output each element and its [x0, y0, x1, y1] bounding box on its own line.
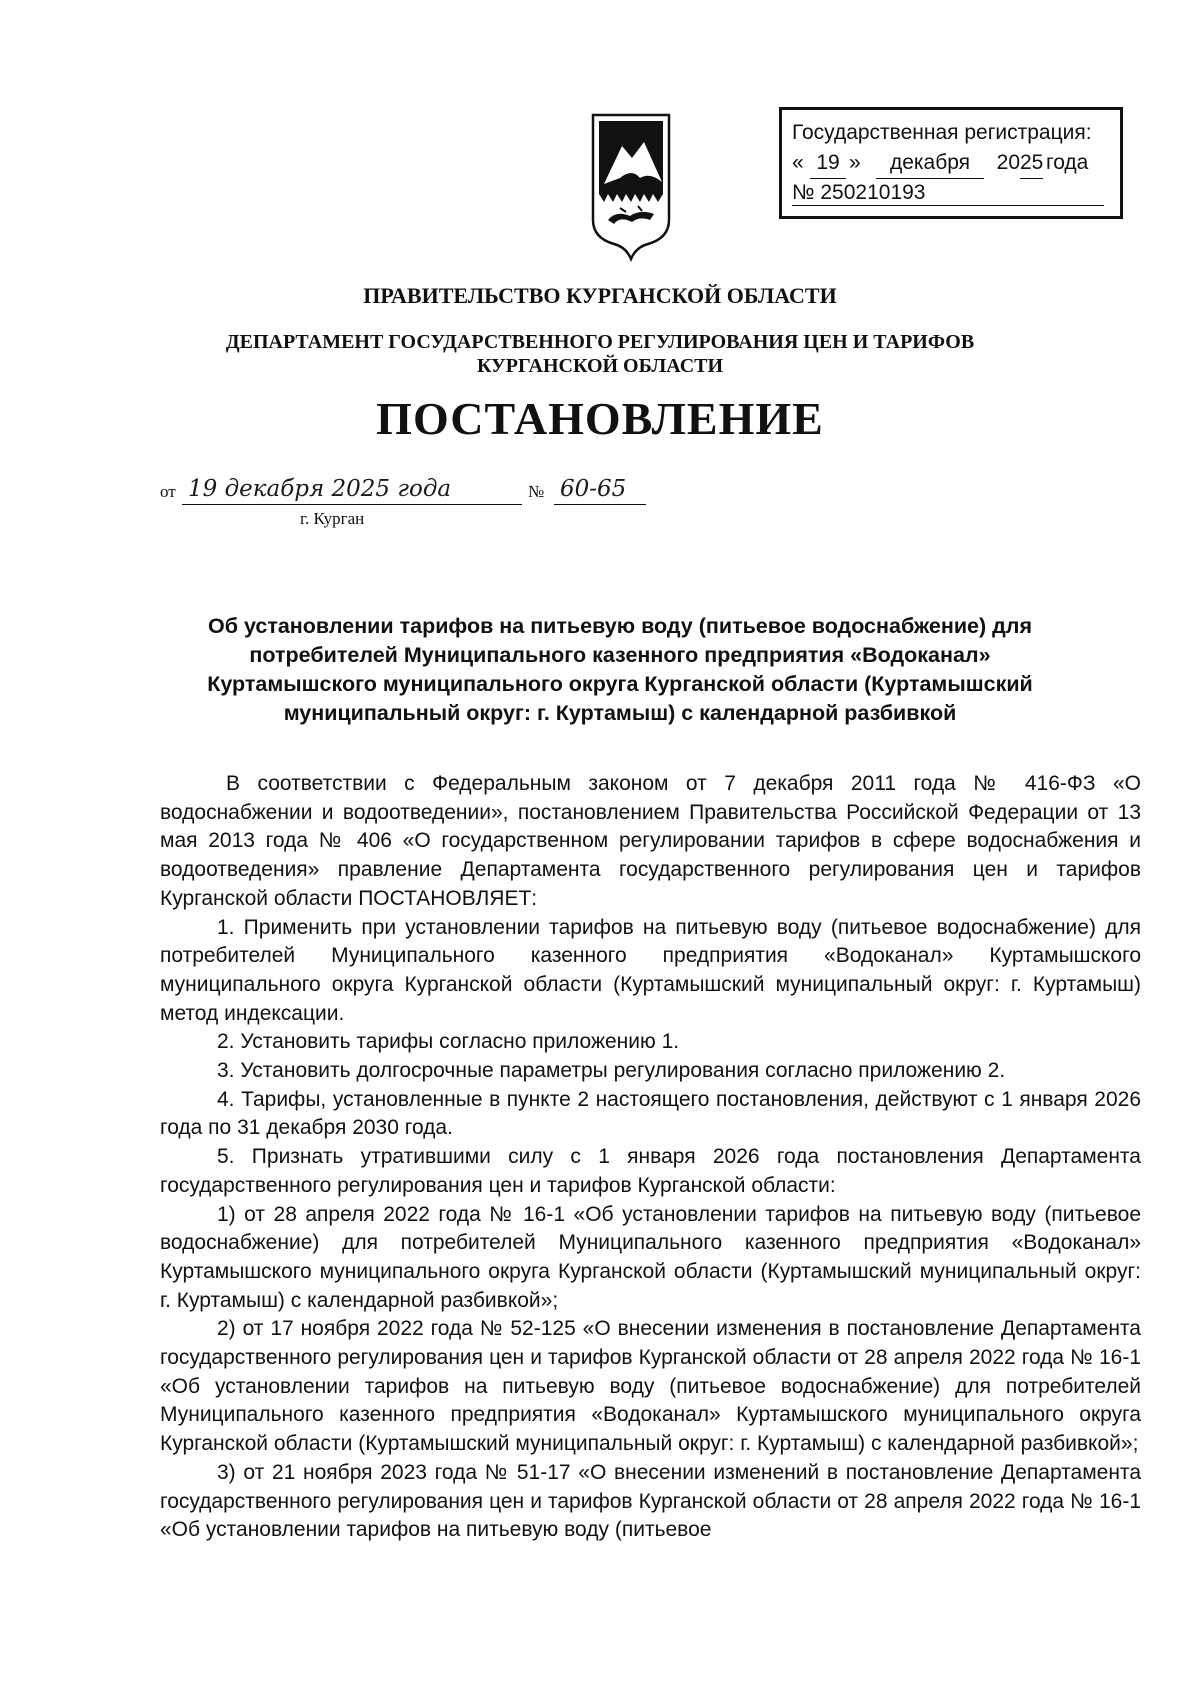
registration-date: « 19 » декабря 20 25 года — [792, 148, 1120, 178]
registration-number: 250210193 — [820, 181, 926, 204]
doc-number-label: № — [528, 482, 545, 501]
date-from-label: от — [160, 482, 176, 501]
heading-line-2: потребителей Муниципального казенного предприятия «Водоканал» — [249, 643, 991, 667]
registration-year-suffix: 25 — [1020, 148, 1043, 179]
government-name: ПРАВИТЕЛЬСТВО КУРГАНСКОЙ ОБЛАСТИ — [363, 283, 837, 308]
registration-month: декабря — [876, 148, 984, 179]
registration-stamp — [779, 107, 1123, 219]
heading-line-3: Куртамышского муниципального округа Курганской области (Куртамышский — [207, 672, 1033, 696]
registration-year-prefix: 20 — [996, 151, 1020, 174]
preamble-paragraph: В соответствии с Федеральным законом от 7 декабря 2011 года № 416-ФЗ «О водоснабжении и водоотведении», постановлением Правительства Российской Федерации от 13 мая 2013 года № 406 «О государственном регулировании тарифов в сфере водоснабжения и водоотведения» правление Департамента государственного регулирования цен и тарифов Курганской области ПОСТАНОВЛЯЕТ: — [160, 772, 1141, 910]
document-dateline — [160, 478, 660, 518]
clause-1: 1. Применить при установлении тарифов на питьевую воду (питьевое водоснабжение) для потребителей Муниципального казенного предприятия «Водоканал» Куртамышского муниципального округа Курганской области (Куртамышский муниципальный округ: г. Куртамыш) метод индексации. — [160, 915, 1141, 1025]
city: г. Курган — [300, 509, 365, 528]
department-line-2: КУРГАНСКОЙ ОБЛАСТИ — [476, 355, 724, 377]
clause-2: 2. Установить тарифы согласно приложению 1. — [217, 1030, 680, 1054]
document-heading — [150, 612, 1090, 728]
clause-5-item-3: 3) от 21 ноября 2023 года № 51-17 «О внесении изменений в постановление Департамента государственного регулирования цен и тарифов Курганской области от 28 апреля 2022 года № 16-1 «Об установлении тарифов на питьевую воду (питьевое — [160, 1460, 1141, 1542]
handwritten-date: 19 декабря 2025 года — [188, 476, 452, 502]
department-name — [0, 330, 1200, 378]
registration-number-row — [792, 178, 1120, 208]
clause-5: 5. Признать утратившими силу с 1 января 2026 года постановления Департамента государственного регулирования цен и тарифов Курганской области: — [160, 1145, 1141, 1197]
document-title: ПОСТАНОВЛЕНИЕ — [376, 393, 824, 444]
clause-5-item-1: 1) от 28 апреля 2022 года № 16-1 «Об установлении тарифов на питьевую воду (питьевое водоснабжение) для потребителей Муниципального казенного предприятия «Водоканал» Куртамышского муниципального округа Курганской области (Куртамышский муниципальный округ: г. Куртамыш) с календарной разбивкой»; — [160, 1202, 1141, 1312]
clause-5-item-2: 2) от 17 ноября 2022 года № 52-125 «О внесении изменения в постановление Департамента государственного регулирования цен и тарифов Курганской области от 28 апреля 2022 года № 16-1 «Об установлении тарифов на питьевую воду (питьевое водоснабжение) для потребителей Муниципального казенного предприятия «Водоканал» Куртамышского муниципального округа Курганской области (Куртамышский муниципальный округ: г. Куртамыш) с календарной разбивкой»; — [160, 1317, 1141, 1456]
coat-of-arms-icon — [590, 112, 672, 262]
department-line-1: ДЕПАРТАМЕНТ ГОСУДАРСТВЕННОГО РЕГУЛИРОВАНИЯ ЦЕН И ТАРИФОВ — [225, 331, 975, 353]
document-body — [160, 770, 1141, 1545]
clause-3: 3. Установить долгосрочные параметры регулирования согласно приложению 2. — [217, 1059, 1006, 1083]
registration-title: Государственная регистрация: — [792, 121, 1092, 144]
handwritten-number: 60-65 — [560, 476, 627, 502]
heading-line-4: муниципальный округ: г. Куртамыш) с календарной разбивкой — [283, 701, 957, 725]
registration-day: 19 — [810, 148, 846, 179]
heading-line-1: Об установлении тарифов на питьевую воду (питьевое водоснабжение) для — [207, 614, 1033, 638]
registration-number-label: № — [792, 181, 815, 204]
registration-year-word: года — [1046, 151, 1089, 174]
clause-4: 4. Тарифы, установленные в пункте 2 настоящего постановления, действуют с 1 января 2026 года по 31 декабря 2030 года. — [160, 1087, 1141, 1140]
